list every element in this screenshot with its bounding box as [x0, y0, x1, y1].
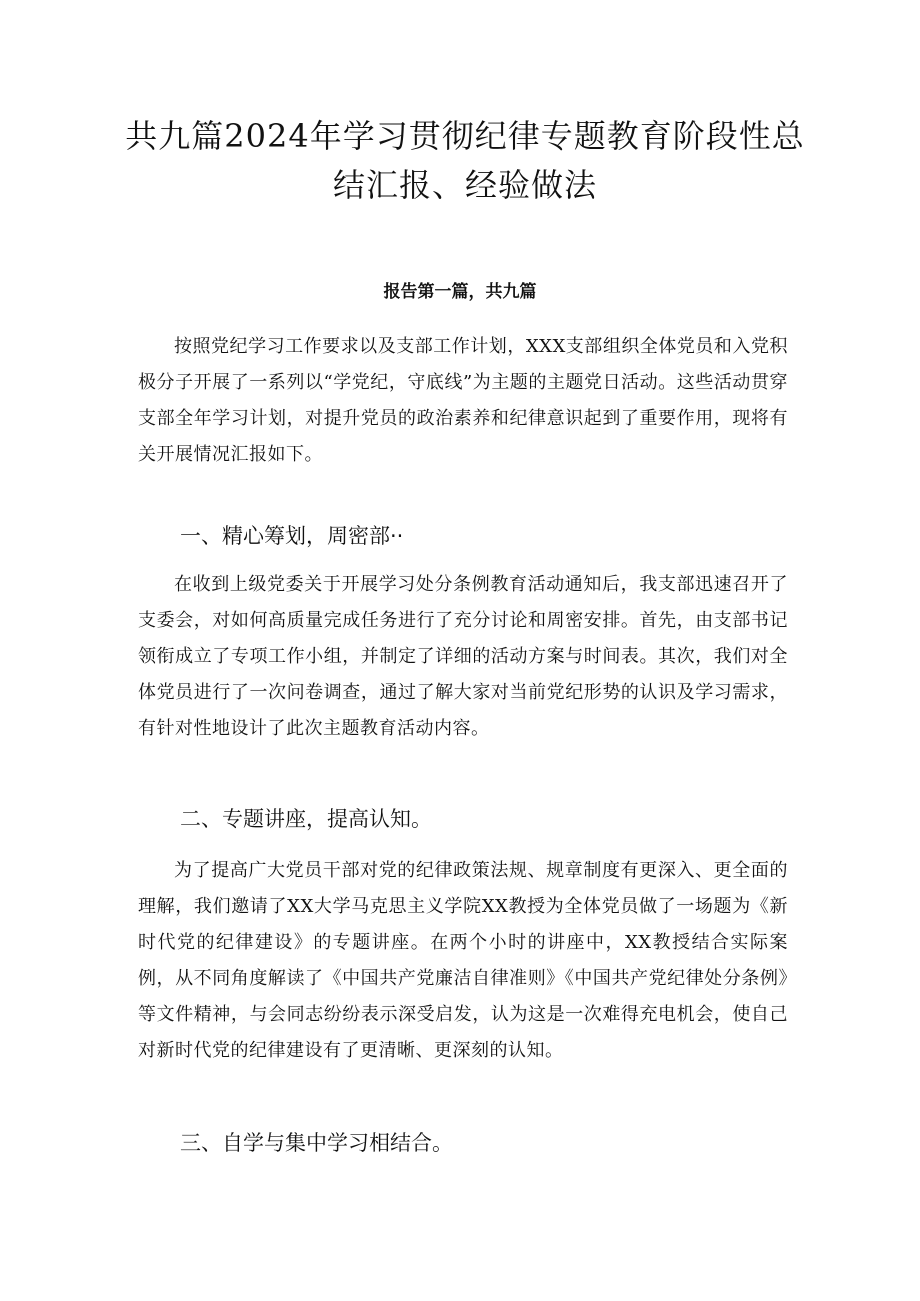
document-title: 共九篇2024年学习贯彻纪律专题教育阶段性总结汇报、经验做法	[125, 117, 805, 204]
section-heading-3: 三、自学与集中学习相结合。	[180, 1131, 453, 1155]
section-heading-1: 一、精心筹划，周密部··	[180, 524, 404, 548]
document-subtitle: 报告第一篇，共九篇	[383, 282, 537, 302]
intro-paragraph: 按照党纪学习工作要求以及支部工作计划，XXX支部组织全体党员和入党积极分子开展了一系列以“学党纪，守底线”为主题的主题党日活动。这些活动贯穿支部全年学习计划，对提升党员的政治素养和纪律意识起到了重要作用，现将有关开展情况汇报如下。	[138, 336, 788, 465]
section-body-1: 在收到上级党委关于开展学习处分条例教育活动通知后，我支部迅速召开了支委会，对如何高质量完成任务进行了充分讨论和周密安排。首先，由支部书记领衔成立了专项工作小组，并制定了详细的活动方案与时间表。其次，我们对全体党员进行了一次问卷调查，通过了解大家对当前党纪形势的认识及学习需求，有针对性地设计了此次主题教育活动内容。	[138, 574, 788, 739]
section-body-2: 为了提高广大党员干部对党的纪律政策法规、规章制度有更深入、更全面的理解，我们邀请了XX大学马克思主义学院XX教授为全体党员做了一场题为《新时代党的纪律建设》的专题讲座。在两个小时的讲座中，XX教授结合实际案例，从不同角度解读了《中国共产党廉洁自律准则》《中国共产党纪律处分条例》等文件精神，与会同志纷纷表示深受启发，认为这是一次难得充电机会，使自己对新时代党的纪律建设有了更清晰、更深刻的认知。	[138, 860, 788, 1061]
section-heading-2: 二、专题讲座，提高认知。	[180, 807, 432, 831]
